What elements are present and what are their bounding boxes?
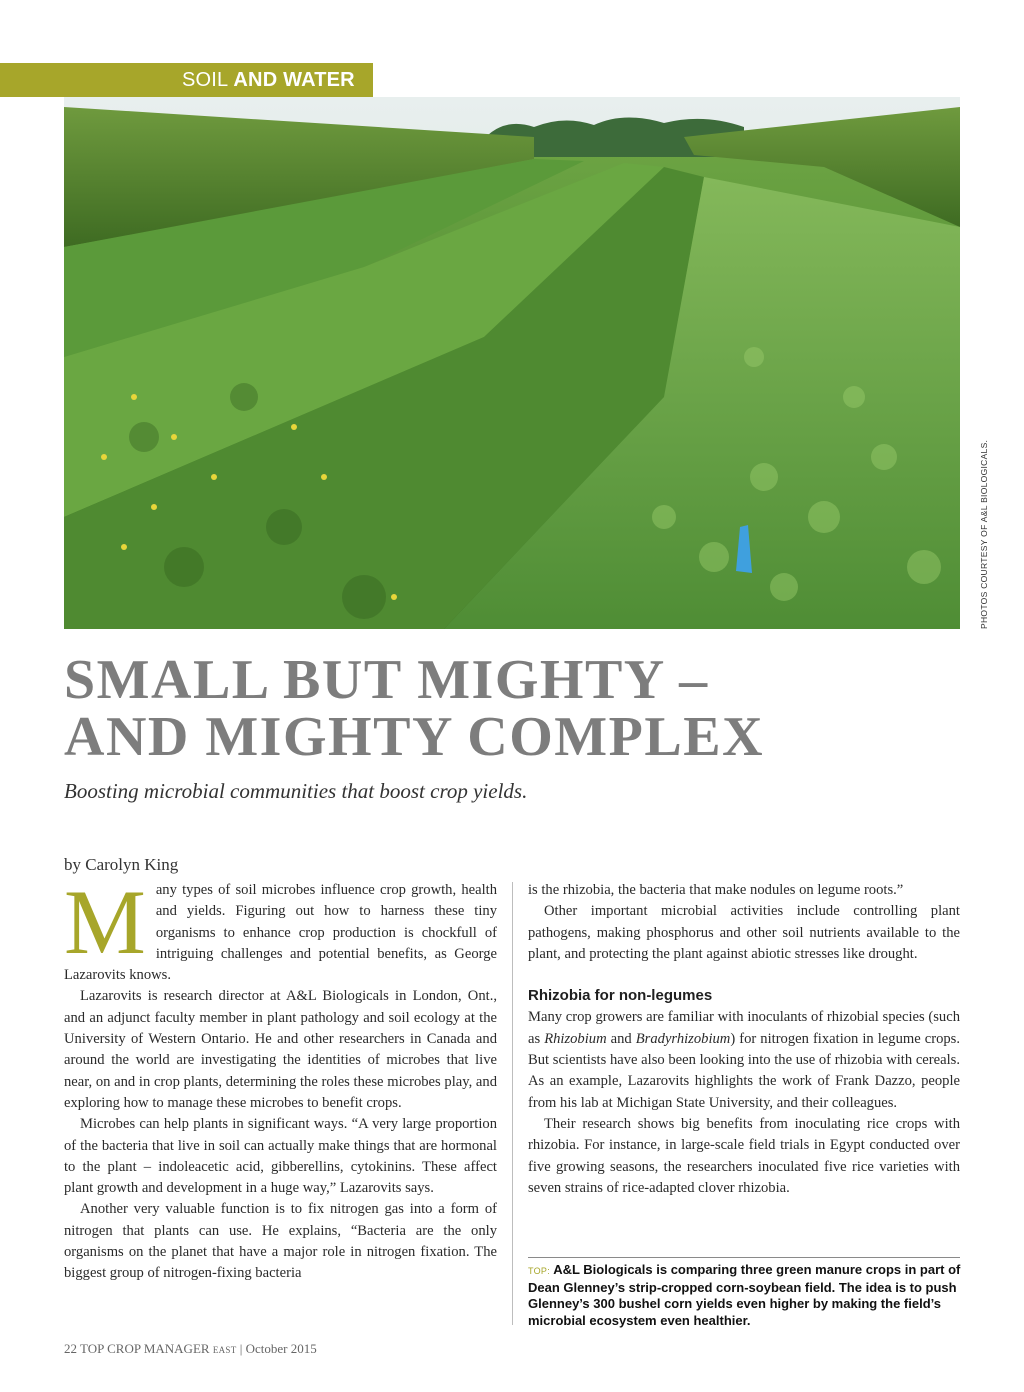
column-divider (512, 882, 513, 1325)
paragraph: Microbes can help plants in significant ways. “A very large proportion of the bacteria that live in soil can actually make things that are hormonal to the plant – indoleacetic acid, gibberellins, cytokinins. These affect plant growth and development in a huge way,” Lazarovits says. (64, 1116, 497, 1197)
photo-caption (528, 1262, 962, 1329)
headline-line-1: SMALL BUT MIGHTY – (64, 649, 709, 711)
photo-credit: PHOTOS COURTESY OF A&L BIOLOGICALS. (979, 439, 989, 629)
paragraph: Other important microbial activities include controlling plant pathogens, making phosphorus and other soil nutrients available to the plant, and protecting the plant against abiotic stresses like drought. (528, 903, 960, 962)
footer-separator: | (239, 1341, 243, 1356)
article-column-right (528, 880, 960, 1199)
section-label-light: SOIL (182, 69, 228, 91)
drop-cap: M (64, 871, 146, 973)
paragraph (528, 1007, 960, 1113)
deck: Boosting microbial communities that boost crop yields. (64, 779, 528, 803)
paragraph-text: Many crop growers are familiar with inoculants of rhizobial species (such as (528, 1009, 960, 1047)
paragraph: Another very valuable function is to fix nitrogen gas into a form of nitrogen that plants can use. He explains, “Bacteria are the only organisms on the planet that have a major role in nitrogen fixation. The biggest group of nitrogen-fixing bacteria (64, 1201, 497, 1282)
species-name: Bradyrhizobium (635, 1030, 731, 1047)
paragraph: any types of soil microbes influence crop growth, health and yields. Figuring out how to harness these tiny organisms to enhance crop production is chockfull of intriguing challenges and potential benefits, as George Lazarovits knows. (64, 882, 497, 984)
magazine-name: TOP CROP MANAGER (80, 1341, 210, 1356)
caption-lead: TOP: (528, 1266, 551, 1276)
article-column-left (64, 871, 497, 1285)
paragraph: is the rhizobia, the bacteria that make nodules on legume roots.” (528, 882, 904, 898)
byline: by Carolyn King (64, 855, 179, 874)
paragraph: Lazarovits is research director at A&L Biologicals in London, Ont., and an adjunct faculty member in plant pathology and soil ecology at the University of Western Ontario. He and other researchers in Canada and around the world are investigating the identities of microbes that live near, on and in crop plants, determining the roles these microbes play, and exploring how to manage these microbes to benefit crops. (64, 988, 497, 1111)
magazine-edition: EAST (212, 1345, 237, 1355)
caption-text: A&L Biologicals is comparing three green manure crops in part of Dean Glenney’s strip-cropped corn-soybean field. The idea is to push Glenney’s 300 bushel corn yields even higher by making the field’s microbial ecosystem even healthier. (528, 1262, 961, 1328)
page-number: 22 (64, 1341, 77, 1356)
paragraph-text: and (606, 1030, 636, 1047)
section-label (0, 63, 373, 97)
page-footer (64, 1341, 317, 1357)
field-photo (64, 97, 960, 629)
issue-date: October 2015 (245, 1341, 317, 1356)
field-photo-illustration (64, 97, 960, 629)
subhead: Rhizobia for non-legumes (528, 987, 713, 1005)
headline-line-2: AND MIGHTY COMPLEX (64, 706, 765, 768)
section-label-bold: AND WATER (233, 69, 355, 91)
species-name: Rhizobium (544, 1030, 607, 1047)
caption-rule (528, 1257, 960, 1258)
headline (64, 649, 964, 768)
paragraph-text: ) for nitrogen fixation in legume crops. But scientists have also been looking into the use of rhizobia with cereals. As an example, Lazarovits highlights the work of Frank Dazzo, people from his lab at Michigan State University, and their colleagues. (528, 1030, 960, 1111)
paragraph: Their research shows big benefits from inoculating rice crops with rhizobia. For instance, in large-scale field trials in Egypt conducted over five growing seasons, the researchers inoculated five rice varieties with seven strains of rice-adapted clover rhizobia. (528, 1115, 960, 1196)
